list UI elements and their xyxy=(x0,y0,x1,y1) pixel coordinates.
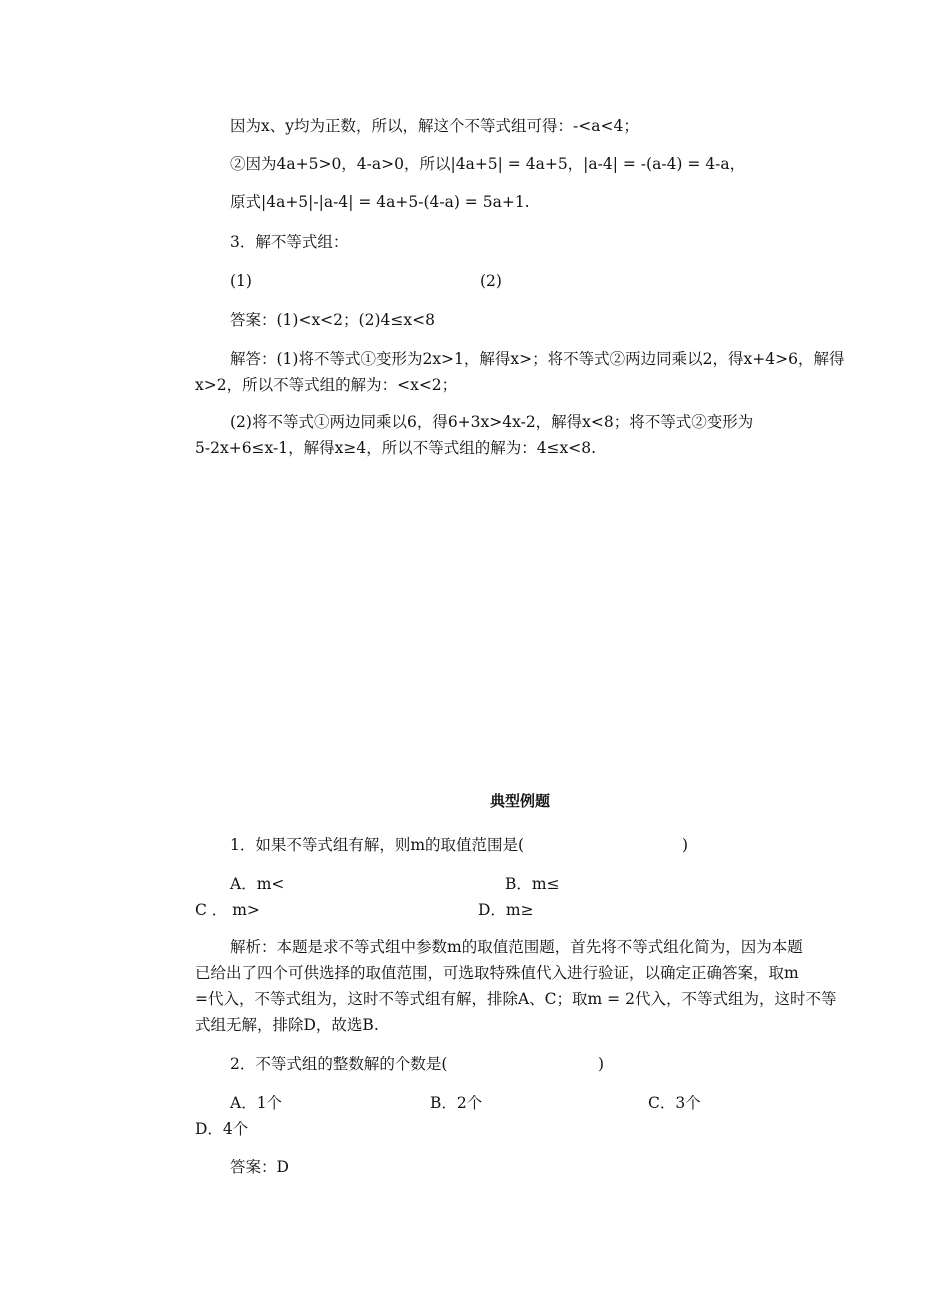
problem-3-solution1-line2: x>2，所以不等式组的解为：<x<2； xyxy=(195,376,458,394)
example-1-option-a: A．m< xyxy=(230,875,285,893)
example-2-option-b: B．2个 xyxy=(430,1094,483,1112)
solution-line-positive-xy: 因为x、y均为正数，所以，解这个不等式组可得：-<a<4； xyxy=(230,117,639,135)
solution-line-simplify: 原式|4a+5|-|a-4| = 4a+5-(4-a) = 5a+1. xyxy=(230,193,530,211)
example-2-answer: 答案：D xyxy=(230,1158,289,1176)
problem-3-sub2-label: (2) xyxy=(480,272,502,290)
problem-3-solution2-line1: (2)将不等式①两边同乘以6，得6+3x>4x-2，解得x<8；将不等式②变形为 xyxy=(230,413,754,431)
solution-line-absolute-values: ②因为4a+5>0，4-a>0，所以|4a+5| = 4a+5，|a-4| = -(a-4) = 4-a， xyxy=(230,155,746,173)
problem-3-sub1-label: (1) xyxy=(230,272,252,290)
example-1-option-b: B．m≤ xyxy=(505,875,560,893)
example-2-close-paren: ) xyxy=(598,1055,605,1073)
example-1-close-paren: ) xyxy=(682,836,689,854)
section-heading: 典型例题 xyxy=(490,792,551,810)
problem-3-solution2-line2: 5-2x+6≤x-1，解得x≥4，所以不等式组的解为：4≤x<8. xyxy=(195,439,597,457)
example-1-analysis-line3: =代入，不等式组为，这时不等式组有解，排除A、C；取m = 2代入，不等式组为，这时不等 xyxy=(195,990,837,1008)
example-1-analysis-line4: 式组无解，排除D，故选B. xyxy=(195,1016,379,1034)
example-1-analysis-line2: 已给出了四个可供选择的取值范围，可选取特殊值代入进行验证，以确定正确答案，取m xyxy=(195,964,799,982)
example-1-stem: 1．如果不等式组有解，则m的取值范围是( xyxy=(230,836,525,854)
example-1-option-c: C ． m> xyxy=(195,901,260,919)
example-1-option-d: D．m≥ xyxy=(478,901,534,919)
problem-3-answer: 答案：(1)<x<2；(2)4≤x<8 xyxy=(230,311,435,329)
example-2-option-d: D．4个 xyxy=(195,1120,249,1138)
problem-3-solution1-line1: 解答：(1)将不等式①变形为2x>1，解得x>；将不等式②两边同乘以2，得x+4>6，解得 xyxy=(230,350,845,368)
example-1-analysis-line1: 解析：本题是求不等式组中参数m的取值范围题，首先将不等式组化简为，因为本题 xyxy=(230,938,803,956)
example-2-option-a: A．1个 xyxy=(230,1094,283,1112)
problem-3-title: 3．解不等式组： xyxy=(230,233,349,251)
example-2-stem: 2．不等式组的整数解的个数是( xyxy=(230,1055,448,1073)
example-2-option-c: C．3个 xyxy=(648,1094,701,1112)
